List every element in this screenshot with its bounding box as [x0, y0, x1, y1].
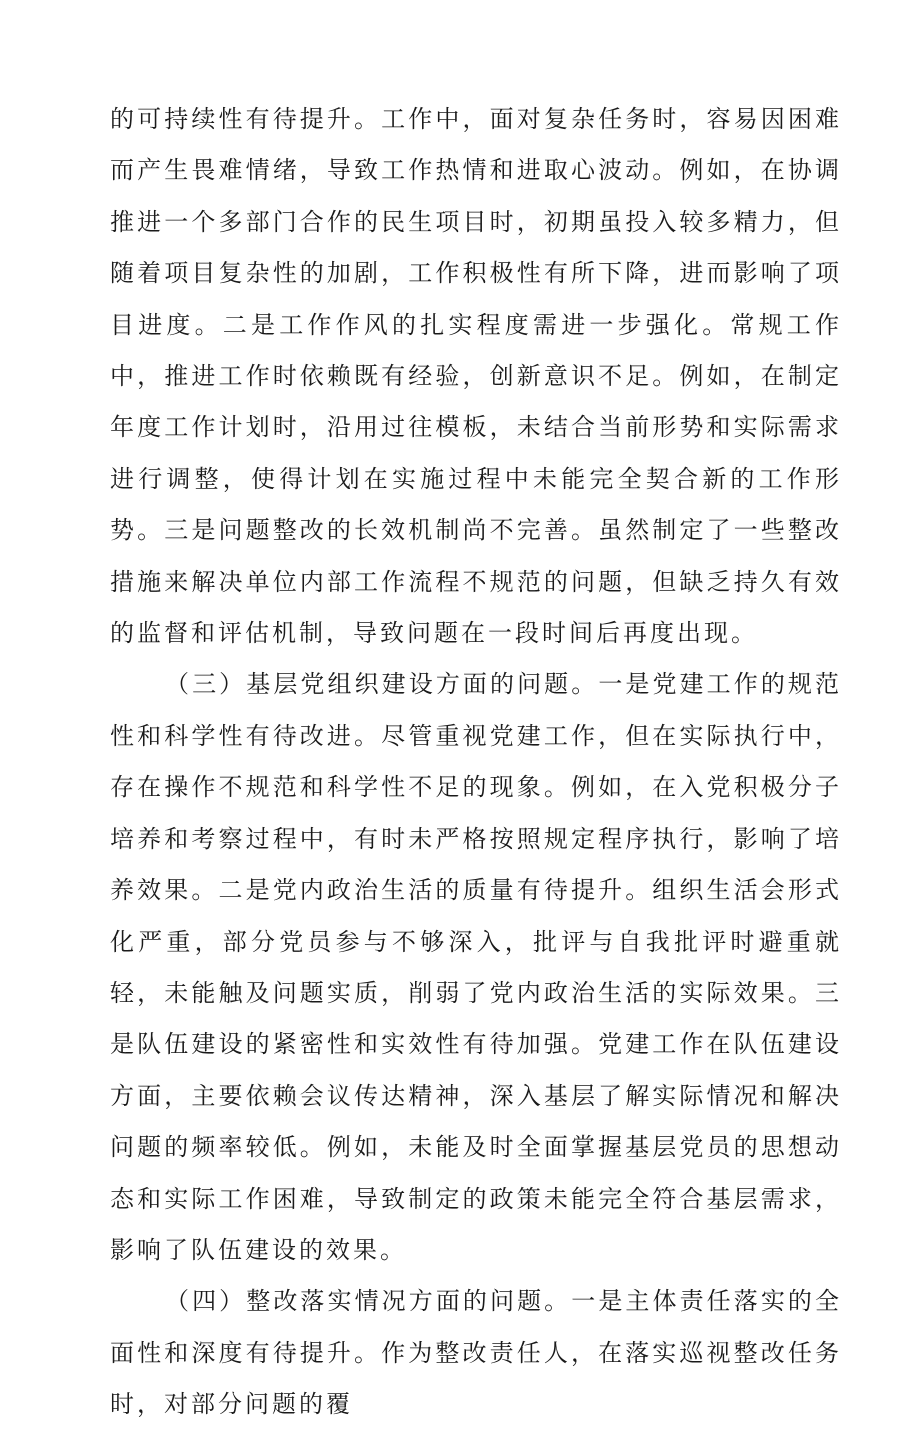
paragraph-section-4: （四）整改落实情况方面的问题。一是主体责任落实的全面性和深度有待提升。作为整改责任人，在落实巡视整改任务时，对部分问题的覆 — [110, 1287, 842, 1419]
paragraph-section-3: （三）基层党组织建设方面的问题。一是党建工作的规范性和科学性有待改进。尽管重视党建工作，但在实际执行中，存在操作不规范和科学性不足的现象。例如，在入党积极分子培养和考察过程中，有时未严格按照规定程序执行，影响了培养效果。二是党内政治生活的质量有待提升。组织生活会形式化严重，部分党员参与不够深入，批评与自我批评时避重就轻，未能触及问题实质，削弱了党内政治生活的实际效果。三是队伍建设的紧密性和实效性有待加强。党建工作在队伍建设方面，主要依赖会议传达精神，深入基层了解实际情况和解决问题的频率较低。例如，未能及时全面掌握基层党员的思想动态和实际工作困难，导致制定的政策未能完全符合基层需求，影响了队伍建设的效果。 — [110, 670, 842, 1264]
paragraph-continuation: 的可持续性有待提升。工作中，面对复杂任务时，容易因困难而产生畏难情绪，导致工作热情和进取心波动。例如，在协调推进一个多部门合作的民生项目时，初期虽投入较多精力，但随着项目复杂性的加剧，工作积极性有所下降，进而影响了项目进度。二是工作作风的扎实程度需进一步强化。常规工作中，推进工作时依赖既有经验，创新意识不足。例如，在制定年度工作计划时，沿用过往模板，未结合当前形势和实际需求进行调整，使得计划在实施过程中未能完全契合新的工作形势。三是问题整改的长效机制尚不完善。虽然制定了一些整改措施来解决单位内部工作流程不规范的问题，但缺乏持久有效的监督和评估机制，导致问题在一段时间后再度出现。 — [110, 105, 842, 648]
